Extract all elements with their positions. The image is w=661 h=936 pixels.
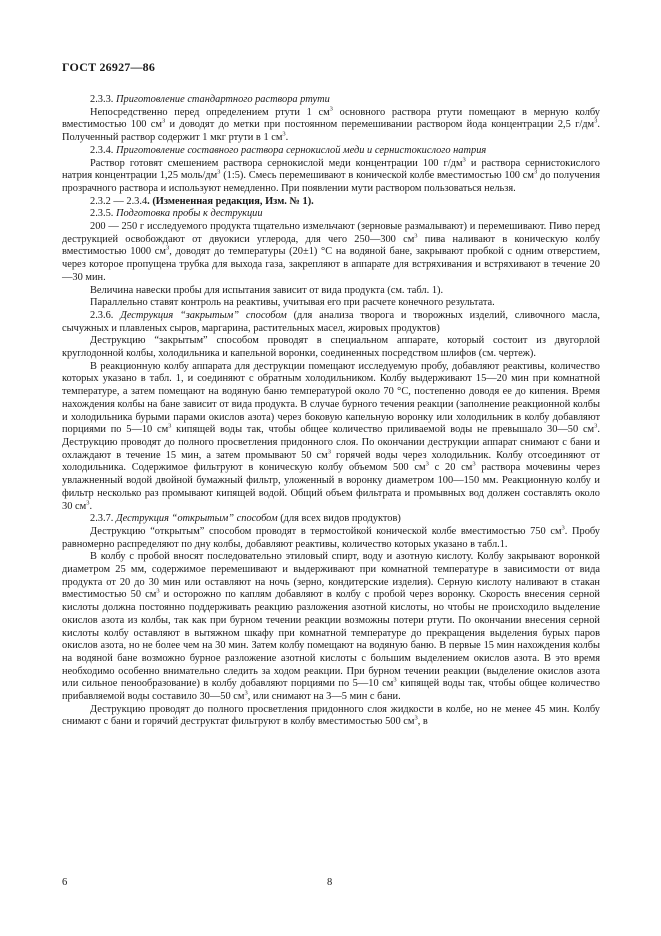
section-2-3-5-heading (62, 208, 600, 221)
document-body (62, 94, 600, 729)
section-title: Приготовление стандартного раствора ртути (116, 94, 330, 105)
section-2-3-7-paragraph-2: В колбу с пробой вносят последовательно этиловый спирт, воду и азотную кислоту. Колбу закрывают воронкой диаметром 25 мм, содержимое перемешивают и выдерживают при комнатной температуре в зависимости от вида продукта от 20 до 30 мин или оставляют на ночь (зерно, кондитерские изделия). Серную кислоту наливают в стакан вместимостью 50 $см^3$ и осторожно по каплям добавляют в колбу с пробой через воронку. Скорость внесения серной кислоты должна постоянно поддерживать реакцию разложения азотной кислоты, но чтобы не происходило выделение окислов азота из колбы, так как при бурном течении реакции возможны потери ртути. По окончании внесения серной кислоты колбу оставляют в вытяжном шкафу при комнатной температуре до прекращения выделения бурых паров окислов азота, но не более чем на 30 мин. Затем колбу помещают на водяную баню. В первые 15 мин нахождения колбы на водяной бане возможно бурное разложение азотной кислоты с большим выделением окислов азота. В это время необходимо особенно внимательно следить за ходом реакции. При бурном течении реакции (выделение окислов азота или сильное пенообразование) в колбу добавляют порциями по 5—10 $см^3$ кипящей воды так, чтобы общее количество прибавляемой воды составило 30—50 $см^3$, или снимают на 3—5 мин с бани. (62, 551, 600, 703)
section-2-3-4-heading (62, 145, 600, 158)
page-number-center: 8 (327, 877, 333, 888)
section-number: 2.3.6. (90, 309, 114, 321)
section-2-3-4-paragraph: Раствор готовят смешением раствора сернокислой меди концентрации 100 $г/дм^3$ и раствора сернистокислого натрия концентрации 1,25 моль/$дм^3$ (1:5). Смесь перемешивают в конической колбе вместимостью 100 $см^3$ до получения прозрачного раствора и используют немедленно. При появлении мути раствором пользоваться нельзя. (62, 156, 601, 194)
amendment-note: 2.3.2 — 2.3.4. (Измененная редакция, Изм. № 1). (90, 195, 314, 207)
section-2-3-5-paragraph-2: Величина навески пробы для испытания зависит от вида продукта (см. табл. 1). (90, 284, 444, 296)
section-2-3-3-paragraph: Непосредственно перед определением ртути 1 $см^3$ основного раствора ртути помещают в мерную колбу вместимостью 100 $см^3$ и доводят до метки при постоянном перемешивании раствором йода концентрации 2,5 $г/дм^3$. Полученный раствор содержит 1 мкг ртути в 1 $см^3$. (62, 105, 600, 144)
page-number-left: 6 (62, 877, 68, 888)
section-2-3-7-heading: 2.3.7. Деструкция “открытым” способом (для всех видов продуктов) (90, 513, 401, 525)
section-2-3-5-paragraph-3: Параллельно ставят контроль на реактивы, учитывая его при расчете конечного результата. (90, 297, 495, 309)
section-2-3-6-heading: 2.3.6. Деструкция “закрытым” способом (для анализа творога и творожных изделий, сливочного масла, сычужных и плавленых сыров, маргарина, растительных масел, жировых продуктов) (62, 309, 600, 334)
section-number: 2.3.5. (90, 208, 114, 220)
section-title: Деструкция “закрытым” способом (120, 309, 287, 321)
section-2-3-6-paragraph-2: В реакционную колбу аппарата для деструкции помещают исследуемую пробу, добавляют реактивы, количество которых указано в табл. 1, и соединяют с обратным холодильником. Колбу выдерживают 15—20 мин при комнатной температуре, а затем помещают на водяную баню температурой около 70 °С, постепенно доводя ее до кипения. Время нахождения колбы на бане зависит от вида продукта. В случае бурного течения реакции (заполнение реакционной колбы и холодильника бурыми парами окислов азота) через боковую капельную воронку или холодильник в колбу добавляют порциями по 5—10 $см^3$ кипящей воды так, чтобы общее количество приливаемой воды не превышало 30—50 $см^3$. Деструкцию проводят до полного просветления придонного слоя. По окончании деструкции аппарат снимают с бани и охлаждают в течение 15 мин, а затем промывают 50 $см^3$ горячей воды через холодильник. Колбу отсоединяют от холодильника. Содержимое фильтруют в коническую колбу объемом 500 $см^3$ с 20 $см^3$ раствора мочевины через увлажненный водой двойной бумажный фильтр, уложенный в воронку диаметром 100—150 мм. Реакционную колбу и фильтр несколько раз промывают кипящей водой. Общий объем фильтрата и промывных вод должен составлять около 30 $см^3$. (62, 360, 600, 512)
section-title: Подготовка пробы к деструкции (116, 208, 263, 220)
section-title: Деструкция “открытым” способом (116, 513, 278, 525)
section-2-3-5-paragraph-1: 200 — 250 г исследуемого продукта тщательно измельчают (зерновые размалывают) и перемешивают. Пиво перед деструкцией освобождают от двуокиси углерода, для чего 250—300 $см^3$ пива наливают в коническую колбу вместимостью 1000 $см^3$, доводят до температуры (20±1) °С на водяной бане, закрывают пробкой с одним отверстием, через которое пропущена трубка для выхода газа, закрепляют в аппарате для встряхивания и встряхивают в течение 20—30 мин. (62, 221, 600, 283)
section-2-3-7-paragraph-1: Деструкцию “открытым” способом проводят в термостойкой конической колбе вместимостью 750 $см^3$. Пробу равномерно распределяют по дну колбы, добавляют реактивы, количество которых указано в табл.1. (62, 524, 600, 550)
section-number: 2.3.4. (90, 144, 114, 156)
document-code: ГОСТ 26927—86 (62, 60, 156, 74)
section-number: 2.3.7. (90, 513, 114, 525)
section-number: 2.3.3. (90, 94, 114, 105)
section-2-3-6-paragraph-1: Деструкцию “закрытым” способом проводят в специальном аппарате, который состоит из двугорлой круглодонной колбы, холодильника и капельной воронки, соединенных посредством шлифов (см. чертеж). (62, 335, 600, 360)
section-2-3-7-paragraph-3: Деструкцию проводят до полного просветления придонного слоя жидкости в колбе, но не менее 45 мин. Колбу снимают с бани и горячий деструктат фильтруют в колбу вместимостью 500 $см^3$, в (62, 703, 600, 728)
section-title: Приготовление составного раствора сернокислой меди и сернистокислого натрия (116, 144, 487, 156)
